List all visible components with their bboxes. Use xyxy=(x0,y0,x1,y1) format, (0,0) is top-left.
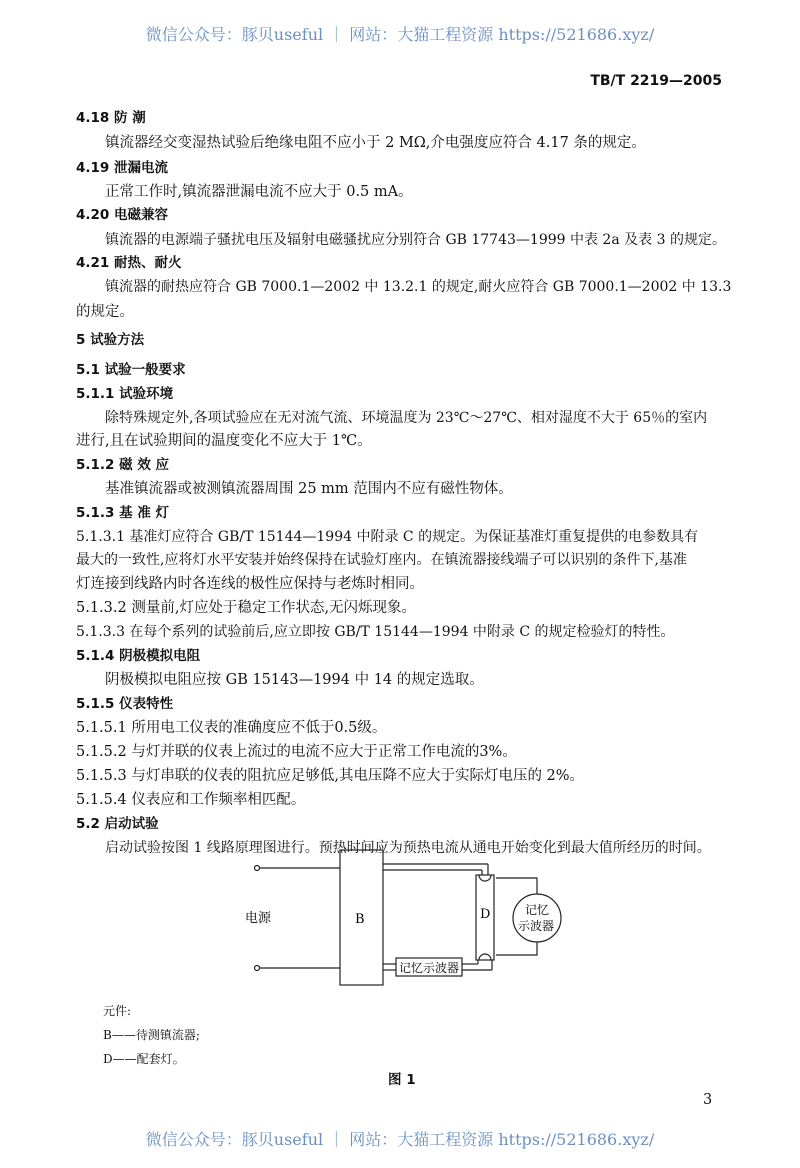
section-heading: 5.1.2 磁 效 应 xyxy=(76,457,170,473)
scope-box-label: 记忆示波器 xyxy=(399,961,460,975)
lamp-label: D xyxy=(480,907,491,922)
paragraph: 5.1.5.3 与灯串联的仪表的阻抗应足够低,其电压降不应大于实际灯电压的 2%。 xyxy=(76,768,585,784)
paragraph: 5.1.5.2 与灯并联的仪表上流过的电流不应大于正常工作电流的3%。 xyxy=(76,744,517,760)
paragraph: 5.1.5.4 仪表应和工作频率相匹配。 xyxy=(76,792,306,808)
paragraph: 最大的一致性,应将灯水平安装并始终保持在试验灯座内。在镇流器接线端子可以识别的条件下,基准 xyxy=(76,552,687,568)
section-heading: 5.1.4 阴极模拟电阻 xyxy=(76,648,201,664)
power-label: 电源 xyxy=(245,911,272,926)
standard-code: TB/T 2219—2005 xyxy=(590,73,722,89)
section-heading: 5.1.5 仪表特性 xyxy=(76,696,174,712)
scope-circle xyxy=(513,894,561,942)
paragraph: 启动试验按图 1 线路原理图进行。预热时间应为预热电流从通电开始变化到最大值所经历的时间。 xyxy=(105,840,711,856)
scope-circle-label-2: 示波器 xyxy=(518,919,555,933)
watermark-top: 微信公众号：豚贝useful ｜ 网站：大猫工程资源 https://521686.xyz/ xyxy=(145,25,655,44)
legend-item-d: D——配套灯。 xyxy=(103,1052,185,1066)
circuit-diagram xyxy=(200,830,580,1000)
chapter-heading: 5 试验方法 xyxy=(76,332,145,348)
paragraph: 基准镇流器或被测镇流器周围 25 mm 范围内不应有磁性物体。 xyxy=(105,481,513,497)
figure-caption: 图 1 xyxy=(388,1072,416,1088)
paragraph: 的规定。 xyxy=(76,304,134,320)
page-number: 3 xyxy=(703,1092,713,1108)
legend-title: 元件: xyxy=(103,1004,132,1018)
section-heading: 5.1 试验一般要求 xyxy=(76,362,186,378)
paragraph: 阴极模拟电阻应按 GB 15143—1994 中 14 的规定选取。 xyxy=(105,672,484,688)
legend-item-b: B——待测镇流器; xyxy=(103,1028,200,1042)
terminal-top xyxy=(255,866,260,871)
section-heading: 5.2 启动试验 xyxy=(76,816,159,832)
scope-circle-label-1: 记忆 xyxy=(525,903,550,917)
watermark-bottom: 微信公众号：豚贝useful ｜ 网站：大猫工程资源 https://521686.xyz/ xyxy=(145,1130,655,1149)
section-heading: 5.1.3 基 准 灯 xyxy=(76,505,170,521)
section-heading: 4.20 电磁兼容 xyxy=(76,207,169,223)
paragraph: 镇流器的耐热应符合 GB 7000.1—2002 中 13.2.1 的规定,耐火应符合 GB 7000.1—2002 中 13.3 xyxy=(105,279,732,295)
paragraph: 5.1.3.1 基准灯应符合 GB/T 15144—1994 中附录 C 的规定。为保证基准灯重复提供的电参数具有 xyxy=(76,529,699,545)
section-heading: 4.19 泄漏电流 xyxy=(76,160,169,176)
paragraph: 5.1.3.2 测量前,灯应处于稳定工作状态,无闪烁现象。 xyxy=(76,600,417,616)
paragraph: 镇流器经交变湿热试验后绝缘电阻不应小于 2 MΩ,介电强度应符合 4.17 条的规定。 xyxy=(105,135,646,151)
paragraph: 灯连接到线路内时各连线的极性应保持与老炼时相同。 xyxy=(76,576,424,592)
paragraph: 5.1.5.1 所用电工仪表的准确度应不低于0.5级。 xyxy=(76,720,387,736)
section-heading: 4.21 耐热、耐火 xyxy=(76,255,182,271)
terminal-bottom xyxy=(255,966,260,971)
section-heading: 5.1.1 试验环境 xyxy=(76,386,174,402)
ballast-label: B xyxy=(355,912,365,927)
paragraph: 除特殊规定外,各项试验应在无对流气流、环境温度为 23℃～27℃、相对湿度不大于 65％的室内 xyxy=(105,410,708,426)
paragraph: 正常工作时,镇流器泄漏电流不应大于 0.5 mA。 xyxy=(105,184,413,200)
paragraph: 镇流器的电源端子骚扰电压及辐射电磁骚扰应分别符合 GB 17743—1999 中表 2a 及表 3 的规定。 xyxy=(105,232,726,248)
paragraph: 进行,且在试验期间的温度变化不应大于 1℃。 xyxy=(76,433,372,449)
section-heading: 4.18 防 潮 xyxy=(76,110,146,126)
paragraph: 5.1.3.3 在每个系列的试验前后,应立即按 GB/T 15144—1994 中附录 C 的规定检验灯的特性。 xyxy=(76,624,675,640)
